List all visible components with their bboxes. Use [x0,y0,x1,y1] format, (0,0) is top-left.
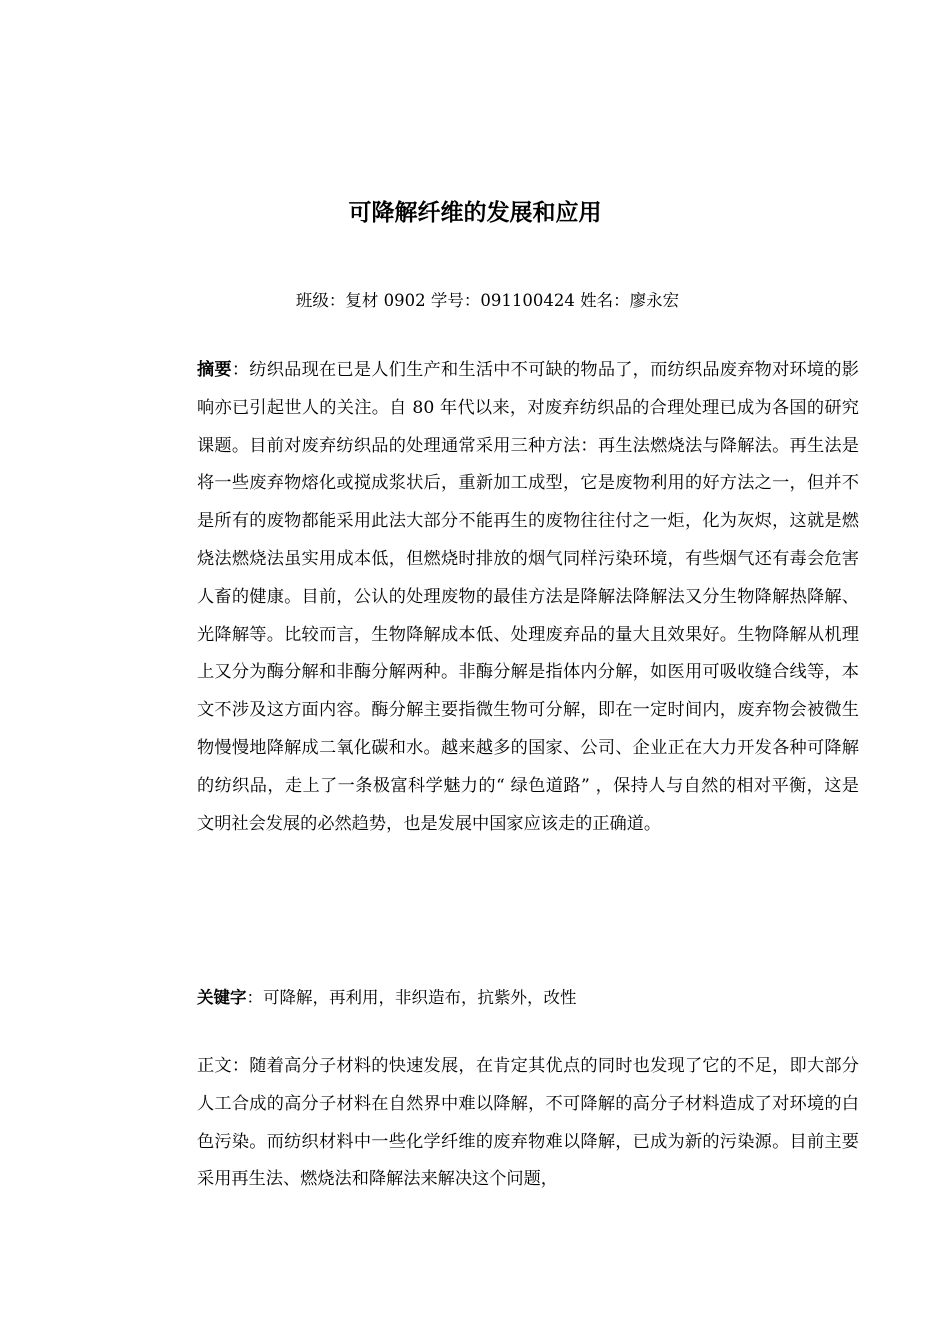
keywords-paragraph [157,983,859,1013]
abstract-paragraph [157,352,859,843]
author-info: 班级：复材 0902 学号：091100424 姓名：廖永宏 [295,291,680,310]
keywords-label: 关键字 [197,988,247,1007]
abstract-label: 摘要 [197,360,232,380]
document-title: 可降解纤维的发展和应用 [348,200,602,226]
body-paragraph: 正文：随着高分子材料的快速发展，在肯定其优点的同时也发现了它的不足，即大部分人工合成的高分子材料在自然界中难以降解，不可降解的高分子材料造成了对环境的白色污染。而纺织材料中一些化学纤维的废弃物难以降解，已成为新的污染源。目前主要采用再生法、燃烧法和降解法来解决这个问题， [197,1056,859,1190]
keywords-text: ：可降解，再利用，非织造布，抗紫外，改性 [246,988,577,1007]
abstract-text: ：纺织品现在已是人们生产和生活中不可缺的物品了，而纺织品废弃物对环境的影响亦已引起世人的关注。自 80 年代以来，对废弃纺织品的合理处理已成为各国的研究课题。目前对废弃纺织品的处理通常采用三种方法：再生法燃烧法与降解法。再生法是将一些废弃物熔化或搅成浆状后，重新加工成型，它是废物利用的好方法之一，但并不是所有的废物都能采用此法大部分不能再生的废物往往付之一炬，化为灰烬，这就是燃烧法燃烧法虽实用成本低，但燃烧时排放的烟气同样污染环境，有些烟气还有毒会危害人畜的健康。目前，公认的处理废物的最佳方法是降解法降解法又分生物降解热降解、光降解等。比较而言，生物降解成本低、处理废弃品的量大且效果好。生物降解从机理上又分为酶分解和非酶分解两种。非酶分解是指体内分解，如医用可吸收缝合线等，本文不涉及这方面内容。酶分解主要指微生物可分解，即在一定时间内，废弃物会被微生物慢慢地降解成二氧化碳和水。越来越多的国家、公司、企业正在大力开发各种可降解的纺织品，走上了一条极富科学魅力的“ 绿色道路” ，保持人与自然的相对平衡，这是文明社会发展的必然趋势，也是发展中国家应该走的正确道。 [197,360,859,834]
